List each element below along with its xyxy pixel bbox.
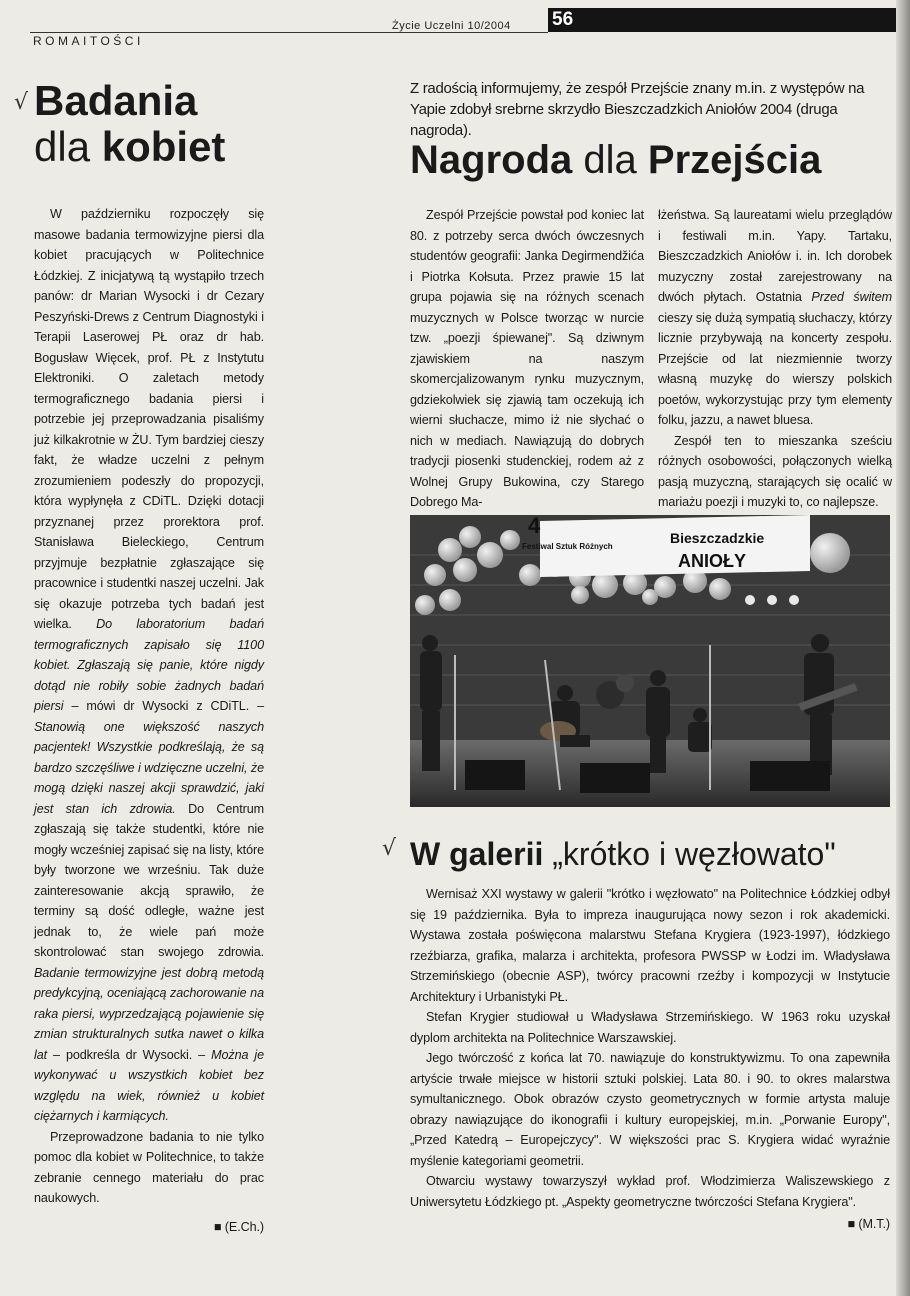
gallery-article-title — [410, 832, 900, 876]
paragraph: Stefan Krygier studiował u Władysława Strzemińskiego. W 1963 roku uzyskał dyplom architekta na Politechnice Warszawskiej. — [410, 1010, 890, 1045]
bleed-through-text — [282, 72, 382, 792]
right-article-title — [410, 136, 900, 184]
title-word: „krótko i węzłowato" — [552, 836, 836, 872]
title-word: Przejścia — [647, 138, 822, 182]
left-article-title — [34, 78, 374, 170]
album-title: Przed świtem — [811, 290, 893, 304]
title-word: dla — [583, 138, 637, 182]
paragraph: cieszy się dużą sympatią słuchaczy, którzy licznie przybywają na koncerty zespołu. Przejście od lat niezmiennie tworzy własną muzykę do wierszy polskich poetów, wykorzystując przy tym elementy folku, jazzu, a nawet bluesa. — [658, 310, 892, 427]
column — [410, 205, 644, 513]
column — [658, 205, 892, 513]
paragraph: Zespół ten to mieszanka sześciu różnych osobowości, połączonych wielką pasją muzyczną, starających się ocalić w mariażu poezji i muzyki to, co najlepsze. — [658, 433, 892, 509]
banner-anioly: ANIOŁY — [678, 551, 747, 571]
paragraph: W październiku rozpoczęły się masowe badania termowizyjne piersi dla kobiet pracujących w Politechnice Łódzkiej. Z inicjatywą tą wystąpiło trzech panów: dr Marian Wysocki i dr Cezary Peszyński-Drews z Centrum Diagnostyki i Terapii Laserowej PŁ oraz dr hab. Bogusław Więcek, prof. PŁ z Instytutu Elektroniki. O zaletach metody termograficznego badania piersi i potrzebie jej przeprowadzania pisaliśmy już kilkakrotnie w ŻU. Tym bardziej cieszy fakt, że władze uczelni z pełnym zrozumieniem podeszły do propozycji, która wypłynęła z CDiTL. Dzięki dotacji przyznanej przez prorektora prof. Stanisława Bieleckiego, Centrum przyjmuje bezpłatnie zgłaszające się pracownice i studentki naszej uczelni. Jak się okazuje potrzeba tych badań jest wielka. — [34, 207, 264, 631]
right-article-intro: Z radością informujemy, że zespół Przejście znany m.in. z występów na Yapie zdobył srebrne skrzydło Bieszczadzkich Aniołów 2004 (druga nagroda). — [410, 80, 865, 139]
quote: Stanowią one większość naszych pacjentek! Wszystkie podkreślają, że są bardzo szczęśliwe i wdzięczne uczelni, że mogą dzięki naszej akcji sprawdzić, jaki jest stan ich zdrowia. — [34, 719, 264, 816]
attribution: – mówi dr Wysocki z CDiTL. – — [71, 699, 264, 713]
concert-scene — [410, 515, 890, 807]
paragraph: Otwarciu wystawy towarzyszył wykład prof. Włodzimierza Waliszewskiego z Uniwersytetu Łódzkiego pt. „Aspekty geometryczne twórczości Stefana Krygiera". — [410, 1174, 890, 1209]
signature: ■ (M.T.) — [847, 1217, 890, 1231]
title-word: dla — [34, 123, 91, 170]
attribution: – podkreśla dr Wysocki. – — [53, 1047, 206, 1062]
gallery-article-body — [410, 884, 890, 1235]
section-label: ROMAITOŚCI — [33, 34, 144, 48]
paragraph: Zespół Przejście powstał pod koniec lat 80. z potrzeby serca dwóch ówczesnych studentów geografii: Janka Degirmendžića i Piotrka Kołsuta. Przez prawie 15 lat grupa pojawia się na różnych scenach muzycznych w Polsce tworząc w nurcie tzw. „poezji śpiewanej". Są dziwnym zjawiskiem na naszym skomercjalizowanym rynku muzycznym, gdziekolwiek się zjawią tam oczekują ich wierni słuchacze, mimo iż nie słychać o nich w mediach. Nawiązują do dobrych tradycji piosenki studenckiej, rodem aż z Wolnej Grupy Bukowina, czy Starego Dobrego Ma- — [410, 208, 644, 509]
banner-festival: Festiwal Sztuk Różnych — [522, 542, 613, 551]
title-word: Nagroda — [410, 138, 573, 182]
quote: Można je wykonywać u wszystkich kobiet bez względu na wiek, również u kobiet ciężarnych i karmiących. — [34, 1047, 264, 1123]
title-word: kobiet — [101, 123, 226, 170]
page-number: 56 — [548, 8, 910, 32]
left-article-body — [34, 204, 264, 1237]
banner-bieszczadzkie: Bieszczadzkie — [670, 530, 765, 546]
running-head: Życie Uczelni 10/2004 — [392, 20, 511, 32]
paragraph: Jego twórczość z końca lat 70. nawiązuje do konstruktywizmu. To ona zapewniła artyście trwałe miejsce w historii sztuki polskiej. Lata 80. i 90. to okres malarstwa symultanicznego. Obok obrazów czysto geometrycznych w formie artysta maluje obrazy nawiązujące do ikonografii i kultury europejskiej, m.in. „Porwanie Europy", „Przed Katedrą – Europejczycy". W większości prac S. Krygiera widać wyraźnie myślenie kategoriami geometrii. — [410, 1051, 890, 1168]
checkmark-icon: √ — [382, 836, 397, 861]
quote: Badanie termowizyjne jest dobrą metodą predykcyjną, oceniającą zachorowanie na raka piersi, wyprzedzającą pojawienie się zmian strukturalnych sutka nawet o kilka lat — [34, 965, 264, 1062]
title-word: Badania — [34, 77, 198, 124]
paragraph: Przeprowadzone badania to nie tylko pomoc dla kobiet w Politechnice, to także zebranie cennego materiału do prac naukowych. — [34, 1129, 264, 1205]
quote: Do laboratorium badań termograficznych zapisało się 1100 kobiet. Zgłaszają się panie, które nigdy dotąd nie robiły sobie żadnych badań piersi — [34, 617, 264, 713]
concert-photo — [410, 515, 890, 807]
paragraph: Do Centrum zgłaszają się także studentki, które nie mogły wcześniej zapisać się na listy, które były tworzone we wrześniu. Tak duże zainteresowanie akcją sprawiło, że terminy są dość odległe, ważne jest jednak to, że wiele pań może skontrolować stan swojego zdrowia. — [34, 801, 264, 959]
title-word: W galerii — [410, 836, 544, 872]
signature: ■ (E.Ch.) — [213, 1219, 264, 1234]
banner-number: 4 — [528, 515, 541, 538]
paragraph: łżeństwa. Są laureatami wielu przeglądów i festiwali m.in. Yapy. Tartaku, Bieszczadzkich Aniołów i. in. Ich dorobek muzyczny został zarejestrowany na dwóch płytach. Ostatnia — [658, 208, 892, 304]
paragraph: Wernisaż XXI wystawy w galerii "krótko i węzłowato" na Politechnice Łódzkiej odbył się 19 października. Była to impreza inaugurująca nowy sezon i rok akademicki. Wystawa została poświęcona malarstwu Stefana Krygiera (1923-1997), łódzkiego rzeźbiarza, grafika, malarza i architekta, profesora PWSSP w Łodzi im. Władysława Strzemińskiego (obecnie ASP), twórcy pracowni rzeźby i kompozycji w Instytucie Architektury i Urbanistyki PŁ. — [410, 887, 890, 1004]
section-rule — [30, 32, 548, 33]
right-article-body — [410, 205, 892, 513]
checkmark-icon: √ — [14, 90, 29, 115]
page-edge-shadow — [896, 0, 910, 1296]
